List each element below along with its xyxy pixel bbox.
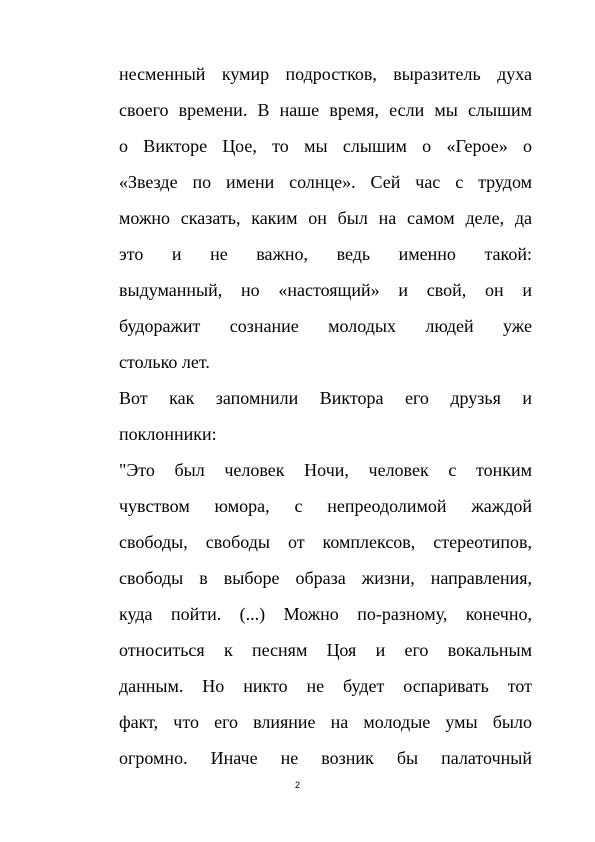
text-line: поклонники: [119,424,217,444]
text-line: чувством юмора, с непреодолимой жаждой [119,496,532,516]
text-line: факт, что его влияние на молодые умы было [119,712,532,732]
text-line: будоражит сознание молодых людей уже [119,316,532,336]
text-line: свободы в выборе образа жизни, направления, [119,568,532,588]
text-line: относиться к песням Цоя и его вокальным [119,640,532,660]
text-line: можно сказать, каким он был на самом деле, да [119,208,532,228]
text-line: огромно. Иначе не возник бы палаточный [119,748,532,768]
text-line: своего времени. В наше время, если мы слышим [119,100,532,120]
text-line: выдуманный, но «настоящий» и свой, он и [119,280,532,300]
text-line: несменный кумир подростков, выразитель духа [119,64,532,84]
text-line: Вот как запомнили Виктора его друзья и [119,388,532,408]
text-line: о Викторе Цое, то мы слышим о «Герое» о [119,136,532,156]
text-line: это и не важно, ведь именно такой: [119,244,532,264]
text-line: данным. Но никто не будет оспаривать тот [119,676,532,696]
body-text [119,56,532,776]
text-line: куда пойти. (...) Можно по-разному, конечно, [119,604,532,624]
text-line: "Это был человек Ночи, человек с тонким [119,460,532,480]
text-line: столько лет. [119,352,210,372]
page-number: 2 [294,780,300,790]
text-line: свободы, свободы от комплексов, стереотипов, [119,532,532,552]
text-line: «Звезде по имени солнце». Сей час с трудом [119,172,532,192]
